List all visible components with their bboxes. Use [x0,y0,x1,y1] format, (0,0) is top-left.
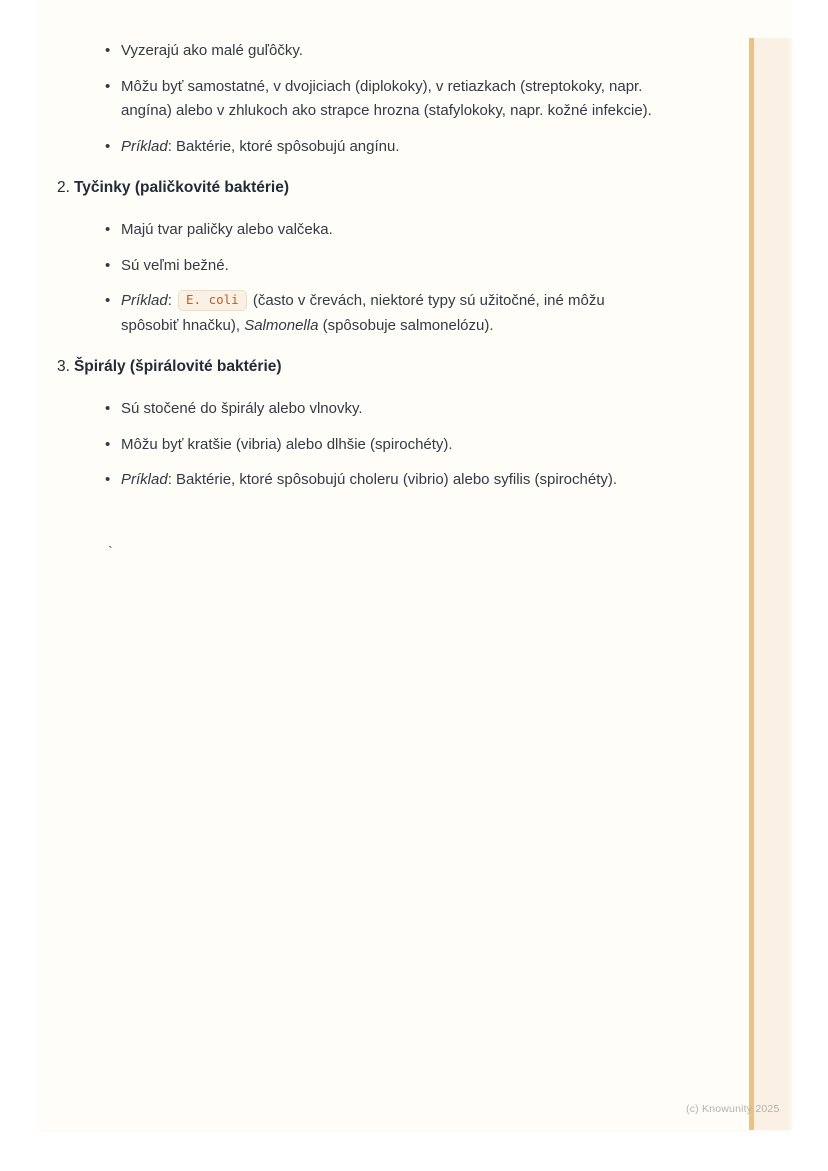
bullet-text [121,397,666,422]
italic-text: Príklad [121,292,168,309]
accent-stripe [749,38,792,1130]
list-item [105,218,666,243]
list-item [105,39,666,64]
bullet-list [57,39,666,159]
italic-text: Príklad [121,471,168,488]
list-item [105,135,666,160]
bullet-icon: • [105,256,111,274]
italic-text: Salmonella [244,316,319,334]
heading-title: Špirály (špirálovité baktérie) [73,358,282,375]
text-segment: Sú veľmi bežné. [121,256,229,274]
code-chip: E. coli [178,290,247,311]
text-segment: Vyzerajú ako malé guľôčky. [121,42,303,59]
text-segment: Môžu byť samostatné, v dvojiciach (diplokoky), v retiazkach (streptokoky, napr. angína) alebo v zhlukoch ako strapce hrozna (stafylokoky, napr. kožné infekcie). [121,77,652,119]
list-item [105,433,666,458]
text-segment: Môžu byť kratšie (vibria) alebo dlhšie (spirochéty). [121,435,453,453]
text-segment: : Baktérie, ktoré spôsobujú angínu. [167,137,400,155]
bullet-text [121,75,666,124]
text-segment: : [167,292,177,309]
document-content [57,0,666,493]
list-item [105,397,666,422]
heading-title: Tyčinky (paličkovité baktérie) [73,179,290,196]
text-segment: (spôsobuje salmonelózu). [318,316,494,334]
bullet-icon: • [105,471,111,488]
bullet-text [121,39,666,64]
bullet-icon: • [105,400,111,417]
list-item [105,75,666,124]
section-heading [57,176,666,200]
list-item [105,468,666,493]
list-item [105,254,666,279]
page-card [38,0,791,1130]
bullet-icon: • [105,292,111,309]
bullet-text [121,135,666,160]
text-segment: Sú stočené do špirály alebo vlnovky. [121,400,363,417]
bullet-list [57,218,666,338]
bullet-text [121,468,666,493]
heading-number: 3. [57,358,70,375]
bullet-icon: • [105,77,111,95]
bullet-icon: • [105,435,111,453]
watermark: (c) Knowunity 2025 [686,1103,780,1115]
text-segment: (často v črevách, niektoré typy sú užitočné, iné môžu spôsobiť hnačku), [121,292,605,334]
bullet-text [121,289,666,338]
heading-number: 2. [57,179,70,196]
bullet-icon: • [105,42,111,59]
bullet-list [57,397,666,493]
italic-text: Príklad [121,137,168,155]
bullet-icon: • [105,221,111,238]
text-segment: Majú tvar paličky alebo valčeka. [121,221,333,238]
bullet-icon: • [105,137,111,155]
bullet-text [121,218,666,243]
list-item [105,289,666,338]
section-heading [57,355,666,379]
text-segment: : Baktérie, ktoré spôsobujú choleru (vibrio) alebo syfilis (spirochéty). [167,471,618,488]
bullet-text [121,433,666,458]
stray-backtick-mark: ` [108,543,113,559]
bullet-text [121,254,666,279]
